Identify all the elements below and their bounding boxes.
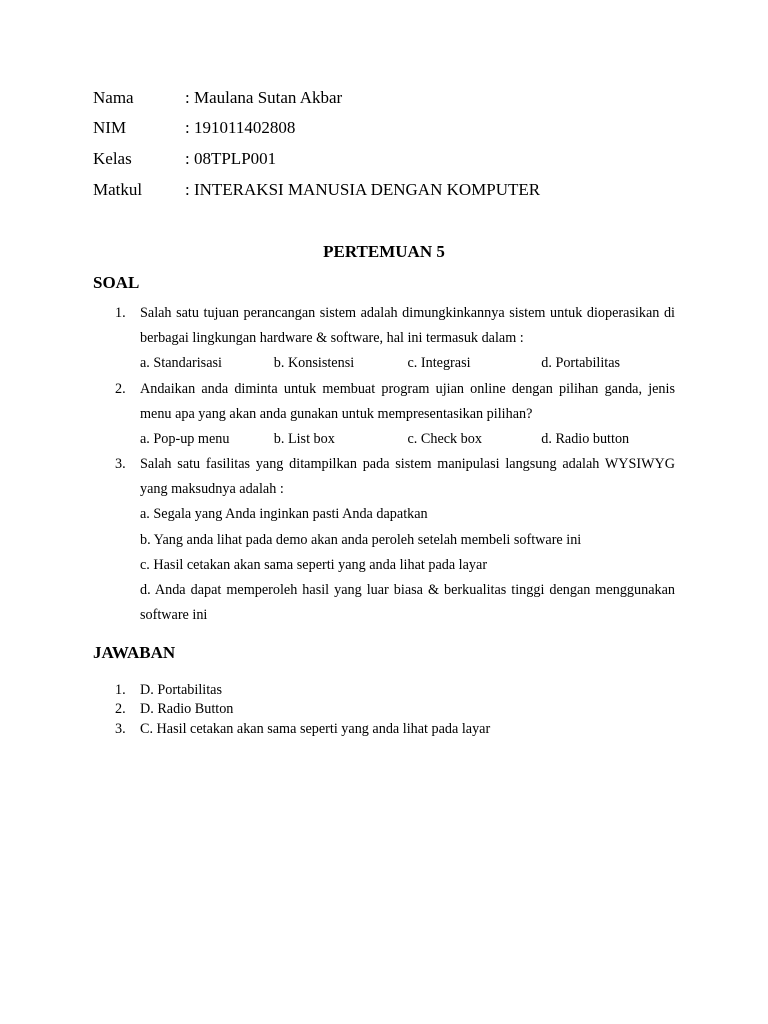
identity-row-nama <box>93 88 342 108</box>
identity-label: Kelas <box>93 149 132 168</box>
answer-text: D. Radio Button <box>140 701 234 718</box>
identity-label: Nama <box>93 88 134 107</box>
answer-number: 1. <box>115 682 126 698</box>
question-text: Salah satu fasilitas yang ditampilkan pada sistem manipulasi langsung adalah WYSIWYG yang maksudnya adalah : <box>140 456 675 498</box>
answer-number: 2. <box>115 701 126 718</box>
option-d: d. Anda dapat memperoleh hasil yang luar biasa & berkualitas tinggi dengan menggunakan software ini <box>140 582 675 624</box>
option-a: a. Pop-up menu <box>140 431 230 448</box>
identity-label: NIM <box>93 118 127 137</box>
option-d: d. Radio button <box>541 431 630 448</box>
answer-list <box>115 681 490 739</box>
identity-row-nim <box>93 118 295 138</box>
question-options <box>140 427 675 452</box>
list-item <box>115 700 490 719</box>
page-title: PERTEMUAN 5 <box>323 242 445 261</box>
answer-text: C. Hasil cetakan akan sama seperti yang anda lihat pada layar <box>140 720 491 737</box>
option-d: d. Portabilitas <box>541 355 621 372</box>
question-text: Salah satu tujuan perancangan sistem adalah dimungkinkannya sistem untuk dioperasikan di berbagai lingkungan hardware & software, hal ini termasuk dalam : <box>140 305 675 347</box>
question-number: 3. <box>115 456 126 472</box>
question-number: 1. <box>115 305 126 321</box>
option-c: c. Check box <box>407 431 482 448</box>
identity-row-kelas <box>93 149 276 169</box>
identity-value: : 08TPLP001 <box>185 149 277 168</box>
question-options <box>140 351 675 376</box>
question-text: Andaikan anda diminta untuk membuat program ujian online dengan pilihan ganda, jenis menu apa yang akan anda gunakan untuk mempresentasikan pilihan? <box>140 381 675 423</box>
list-item <box>115 681 490 700</box>
identity-row-matkul <box>93 180 540 200</box>
soal-heading: SOAL <box>93 273 140 292</box>
identity-value: : Maulana Sutan Akbar <box>185 88 343 107</box>
identity-value: : INTERAKSI MANUSIA DENGAN KOMPUTER <box>185 180 541 199</box>
identity-label: Matkul <box>93 180 143 199</box>
option-a: a. Standarisasi <box>140 355 222 372</box>
option-a: a. Segala yang Anda inginkan pasti Anda dapatkan <box>140 506 428 523</box>
list-item <box>115 720 490 739</box>
option-b: b. List box <box>273 431 335 448</box>
option-b: b. Yang anda lihat pada demo akan anda peroleh setelah membeli software ini <box>140 531 582 548</box>
option-c: c. Integrasi <box>407 355 471 372</box>
jawaban-heading: JAWABAN <box>93 643 176 662</box>
option-b: b. Konsistensi <box>273 355 355 372</box>
answer-text: D. Portabilitas <box>140 682 222 698</box>
question-number: 2. <box>115 381 126 397</box>
option-c: c. Hasil cetakan akan sama seperti yang anda lihat pada layar <box>140 556 488 573</box>
answer-number: 3. <box>115 720 126 737</box>
identity-value: : 191011402808 <box>185 118 296 137</box>
